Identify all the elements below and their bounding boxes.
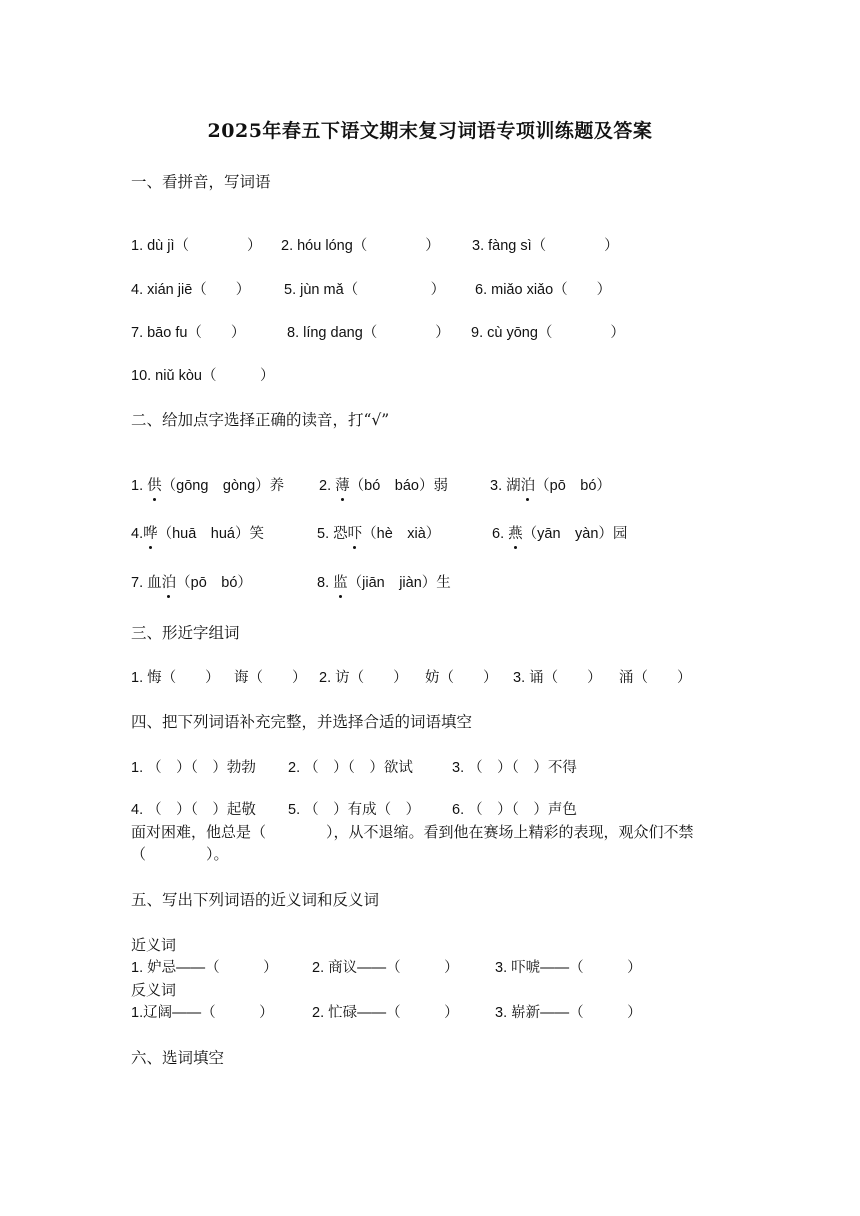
idiom-item-3: 3. （ ）（ ）不得: [452, 760, 577, 776]
similar-char-item-1: 1. 悔（ ）: [131, 670, 220, 686]
reading-item-4: 4.哗（huā huá）笑: [131, 526, 264, 542]
dotted-char: 吓: [347, 526, 363, 542]
dotted-char: 供: [147, 478, 162, 494]
pinyin-item-10: 10. niǔ kòu（ ）: [131, 368, 275, 384]
antonym-item-2: 2. 忙碌——（ ）: [312, 1005, 459, 1021]
synonym-label: 近义词: [131, 936, 177, 954]
similar-char-item-5: 3. 诵（ ）: [513, 670, 602, 686]
dotted-char: 燕: [508, 526, 523, 542]
reading-item-8: 8. 监（jiān jiàn）生: [317, 575, 451, 591]
similar-char-item-3: 2. 访（ ）: [319, 670, 408, 686]
fill-in-sentence: 面对困难，他总是（ ），从不退缩。看到他在赛场上精彩的表现，观众们不禁（ ）。: [131, 823, 694, 863]
antonym-item-1: 1.辽阔——（ ）: [131, 1005, 274, 1021]
antonym-item-3: 3. 崭新——（ ）: [495, 1005, 642, 1021]
dotted-char: 泊: [161, 575, 177, 591]
similar-char-item-2: 诲（ ）: [234, 670, 307, 686]
pinyin-item-1: 1. dù jì（ ）: [131, 238, 262, 254]
idiom-item-1: 1. （ ）（ ）勃勃: [131, 760, 256, 776]
document-title: 2025年春五下语文期末复习词语专项训练题及答案: [207, 120, 653, 142]
section-2-heading: 二、给加点字选择正确的读音，打“√”: [131, 411, 390, 429]
pinyin-item-5: 5. jùn mǎ（ ）: [284, 282, 446, 298]
pinyin-item-6: 6. miǎo xiǎo（ ）: [475, 282, 612, 298]
dotted-char: 泊: [520, 478, 536, 494]
synonym-item-1: 1. 妒忌——（ ）: [131, 960, 278, 976]
synonym-item-3: 3. 吓唬——（ ）: [495, 960, 642, 976]
pinyin-item-2: 2. hóu lóng（ ）: [281, 238, 440, 254]
idiom-item-5: 5. （ ）有成（ ）: [288, 802, 421, 818]
dotted-char: 哗: [143, 526, 158, 542]
dotted-char: 薄: [335, 478, 350, 494]
reading-item-6: 6. 燕（yān yàn）园: [492, 526, 628, 542]
idiom-item-2: 2. （ ）（ ）欲试: [288, 760, 413, 776]
reading-item-2: 2. 薄（bó báo）弱: [319, 478, 448, 494]
similar-char-item-6: 涌（ ）: [619, 670, 692, 686]
antonym-label: 反义词: [131, 981, 177, 999]
similar-char-item-4: 妨（ ）: [425, 670, 498, 686]
section-6-heading: 六、选词填空: [131, 1049, 225, 1067]
idiom-item-6: 6. （ ）（ ）声色: [452, 802, 577, 818]
reading-item-3: 3. 湖泊（pō bó）: [490, 478, 611, 494]
section-3-heading: 三、形近字组词: [131, 624, 240, 642]
dotted-char: 监: [333, 575, 348, 591]
pinyin-item-3: 3. fàng sì（ ）: [472, 238, 619, 254]
idiom-item-4: 4. （ ）（ ）起敬: [131, 802, 256, 818]
section-4-heading: 四、把下列词语补充完整，并选择合适的词语填空: [131, 713, 473, 731]
synonym-item-2: 2. 商议——（ ）: [312, 960, 459, 976]
section-5-heading: 五、写出下列词语的近义词和反义词: [131, 891, 380, 909]
section-1-heading: 一、看拼音，写词语: [131, 173, 271, 191]
reading-item-7: 7. 血泊（pō bó）: [131, 575, 252, 591]
reading-item-1: 1. 供（gōng gòng）养: [131, 478, 285, 494]
pinyin-item-9: 9. cù yōng（ ）: [471, 325, 625, 341]
pinyin-item-7: 7. bāo fu（ ）: [131, 325, 246, 341]
pinyin-item-8: 8. líng dang（ ）: [287, 325, 450, 341]
reading-item-5: 5. 恐吓（hè xià）: [317, 526, 441, 542]
pinyin-item-4: 4. xián jiē（ ）: [131, 282, 251, 298]
